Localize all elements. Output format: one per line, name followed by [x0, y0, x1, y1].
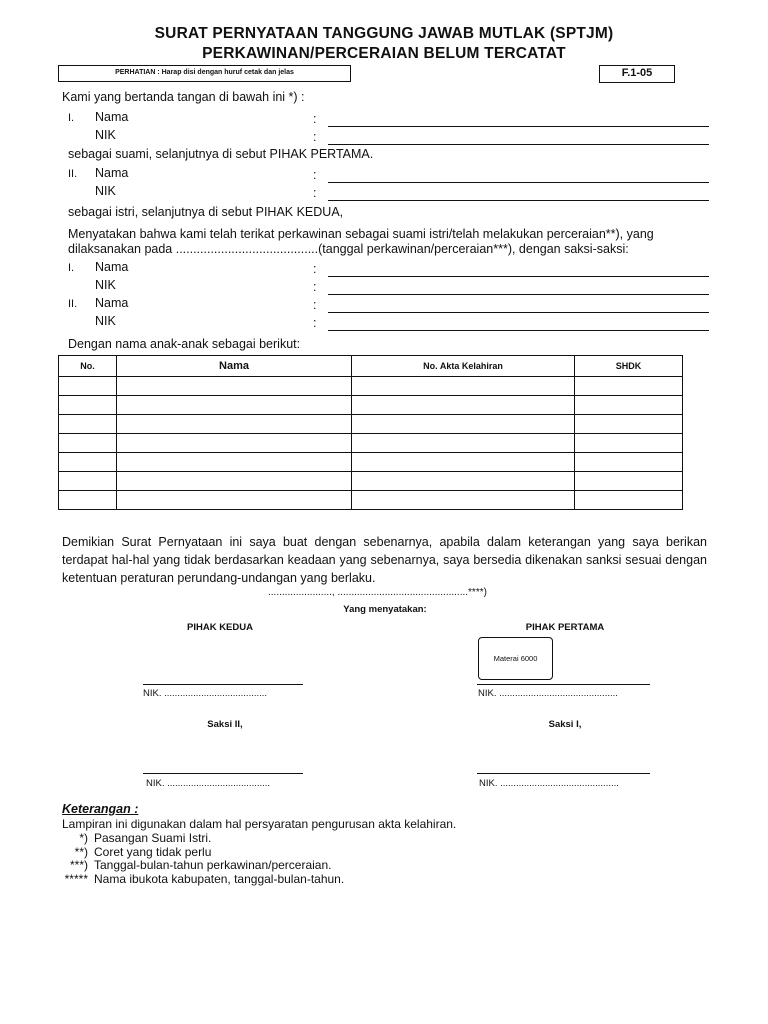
party1-signature-label: PIHAK PERTAMA	[525, 622, 605, 633]
table-row	[59, 453, 683, 472]
note-mark: **)	[74, 845, 88, 859]
witness1-signature-label: Saksi I,	[548, 719, 582, 730]
table-cell[interactable]	[59, 415, 117, 434]
witness1-nik-label: NIK	[95, 278, 116, 292]
table-cell[interactable]	[117, 434, 352, 453]
table-cell[interactable]	[59, 491, 117, 510]
note-mark: *)	[79, 831, 88, 845]
witness2-name-colon: :	[313, 298, 317, 312]
table-cell[interactable]	[575, 415, 683, 434]
table-cell[interactable]	[117, 472, 352, 491]
witness1-name-colon: :	[313, 262, 317, 276]
party1-signature-line[interactable]	[477, 684, 650, 685]
party1-nik-colon: :	[313, 130, 317, 144]
form-code: F.1-05	[599, 65, 675, 83]
party2-nik-field[interactable]	[328, 200, 709, 201]
header-no: No.	[59, 356, 117, 377]
table-cell[interactable]	[352, 377, 575, 396]
party1-role: sebagai suami, selanjutnya di sebut PIHAK PERTAMA.	[68, 147, 374, 161]
party1-nik-label: NIK	[95, 128, 116, 142]
witness1-roman: I.	[68, 262, 75, 274]
witness2-name-field[interactable]	[328, 312, 709, 313]
party2-signature-label: PIHAK KEDUA	[187, 622, 253, 633]
table-cell[interactable]	[575, 491, 683, 510]
intro-text: Kami yang bertanda tangan di bawah ini *) :	[62, 90, 305, 104]
table-cell[interactable]	[352, 434, 575, 453]
party2-roman: II.	[68, 168, 78, 180]
witness2-nik-colon: :	[313, 316, 317, 330]
witness2-nik-field[interactable]	[328, 330, 709, 331]
header-akta: No. Akta Kelahiran	[352, 356, 575, 377]
statement-line1: Menyatakan bahwa kami telah terikat perkawinan sebagai suami istri/telah melakukan perceraian**), yang	[68, 227, 654, 241]
header-shdk: SHDK	[575, 356, 683, 377]
children-table	[58, 355, 683, 510]
table-row	[59, 491, 683, 510]
witness1-name-field[interactable]	[328, 276, 709, 277]
witness1-nik-field[interactable]	[328, 294, 709, 295]
note-text: Coret yang tidak perlu	[94, 845, 212, 859]
table-cell[interactable]	[575, 472, 683, 491]
party2-nik: NIK. .......................................	[143, 688, 268, 699]
party1-nik: NIK. .............................................	[478, 688, 618, 699]
witness2-nik-label: NIK	[95, 314, 116, 328]
party2-name-colon: :	[313, 168, 317, 182]
document-title: SURAT PERNYATAAN TANGGUNG JAWAB MUTLAK (SPTJM)	[154, 25, 614, 42]
place-date-line: ......................., ...............................................****)	[268, 587, 487, 598]
table-cell[interactable]	[59, 472, 117, 491]
note-text: Nama ibukota kabupaten, tanggal-bulan-tahun.	[94, 872, 345, 886]
table-cell[interactable]	[352, 472, 575, 491]
table-cell[interactable]	[117, 396, 352, 415]
party2-nik-label: NIK	[95, 184, 116, 198]
note-text: Pasangan Suami Istri.	[94, 831, 212, 845]
party1-name-colon: :	[313, 112, 317, 126]
header-nama: Nama	[117, 356, 352, 377]
stamp-duty-box: Materai 6000	[478, 637, 553, 680]
witness1-signature-line[interactable]	[477, 773, 650, 774]
table-cell[interactable]	[575, 434, 683, 453]
table-cell[interactable]	[59, 377, 117, 396]
note-text: Tanggal-bulan-tahun perkawinan/perceraian.	[94, 858, 332, 872]
party1-name-label: Nama	[95, 110, 129, 124]
party2-name-label: Nama	[95, 166, 129, 180]
party2-role: sebagai istri, selanjutnya di sebut PIHAK KEDUA,	[68, 205, 344, 219]
children-intro: Dengan nama anak-anak sebagai berikut:	[68, 337, 301, 351]
witness2-signature-label: Saksi II,	[207, 719, 243, 730]
table-cell[interactable]	[352, 396, 575, 415]
witness2-signature-line[interactable]	[143, 773, 303, 774]
witness2-name-label: Nama	[95, 296, 129, 310]
statement-line2: dilaksanakan pada .........................................(tanggal perkawinan/perceraian***), dengan saksi-saksi:	[68, 242, 629, 256]
witness2-nik: NIK. .......................................	[146, 778, 271, 789]
table-cell[interactable]	[117, 453, 352, 472]
declarant-label: Yang menyatakan:	[343, 604, 427, 615]
table-cell[interactable]	[575, 377, 683, 396]
party1-roman: I.	[68, 112, 75, 124]
table-cell[interactable]	[575, 453, 683, 472]
party1-name-field[interactable]	[328, 126, 709, 127]
table-cell[interactable]	[575, 396, 683, 415]
notice-box: PERHATIAN : Harap disi dengan huruf cetak dan jelas	[58, 65, 351, 82]
table-row	[59, 434, 683, 453]
table-cell[interactable]	[59, 396, 117, 415]
table-cell[interactable]	[352, 453, 575, 472]
closing-paragraph: Demikian Surat Pernyataan ini saya buat dengan sebenarnya, apabila dalam keterangan yang saya berikan terdapat hal-hal yang tidak berdasarkan keadaan yang sebenarnya, saya bersedia dikenakan sanksi sesuai dengan ketentuan peraturan perundang-undangan yang berlaku.	[62, 535, 707, 585]
table-cell[interactable]	[117, 377, 352, 396]
party2-nik-colon: :	[313, 186, 317, 200]
note-mark: *****	[64, 872, 88, 886]
table-row	[59, 415, 683, 434]
table-cell[interactable]	[117, 491, 352, 510]
table-cell[interactable]	[59, 434, 117, 453]
table-row	[59, 396, 683, 415]
notes-heading: Keterangan :	[62, 802, 139, 816]
witness2-roman: II.	[68, 298, 78, 310]
table-header-row	[59, 356, 683, 377]
table-row	[59, 377, 683, 396]
witness1-nik: NIK. .............................................	[479, 778, 619, 789]
table-cell[interactable]	[59, 453, 117, 472]
party2-name-field[interactable]	[328, 182, 709, 183]
party2-signature-line[interactable]	[143, 684, 303, 685]
document-subtitle: PERKAWINAN/PERCERAIAN BELUM TERCATAT	[202, 45, 566, 62]
table-cell[interactable]	[352, 491, 575, 510]
notes-intro: Lampiran ini digunakan dalam hal persyaratan pengurusan akta kelahiran.	[62, 817, 457, 831]
table-cell[interactable]	[352, 415, 575, 434]
note-mark: ***)	[69, 858, 88, 872]
witness1-name-label: Nama	[95, 260, 129, 274]
witness1-nik-colon: :	[313, 280, 317, 294]
party1-nik-field[interactable]	[328, 144, 709, 145]
table-row	[59, 472, 683, 491]
table-cell[interactable]	[117, 415, 352, 434]
